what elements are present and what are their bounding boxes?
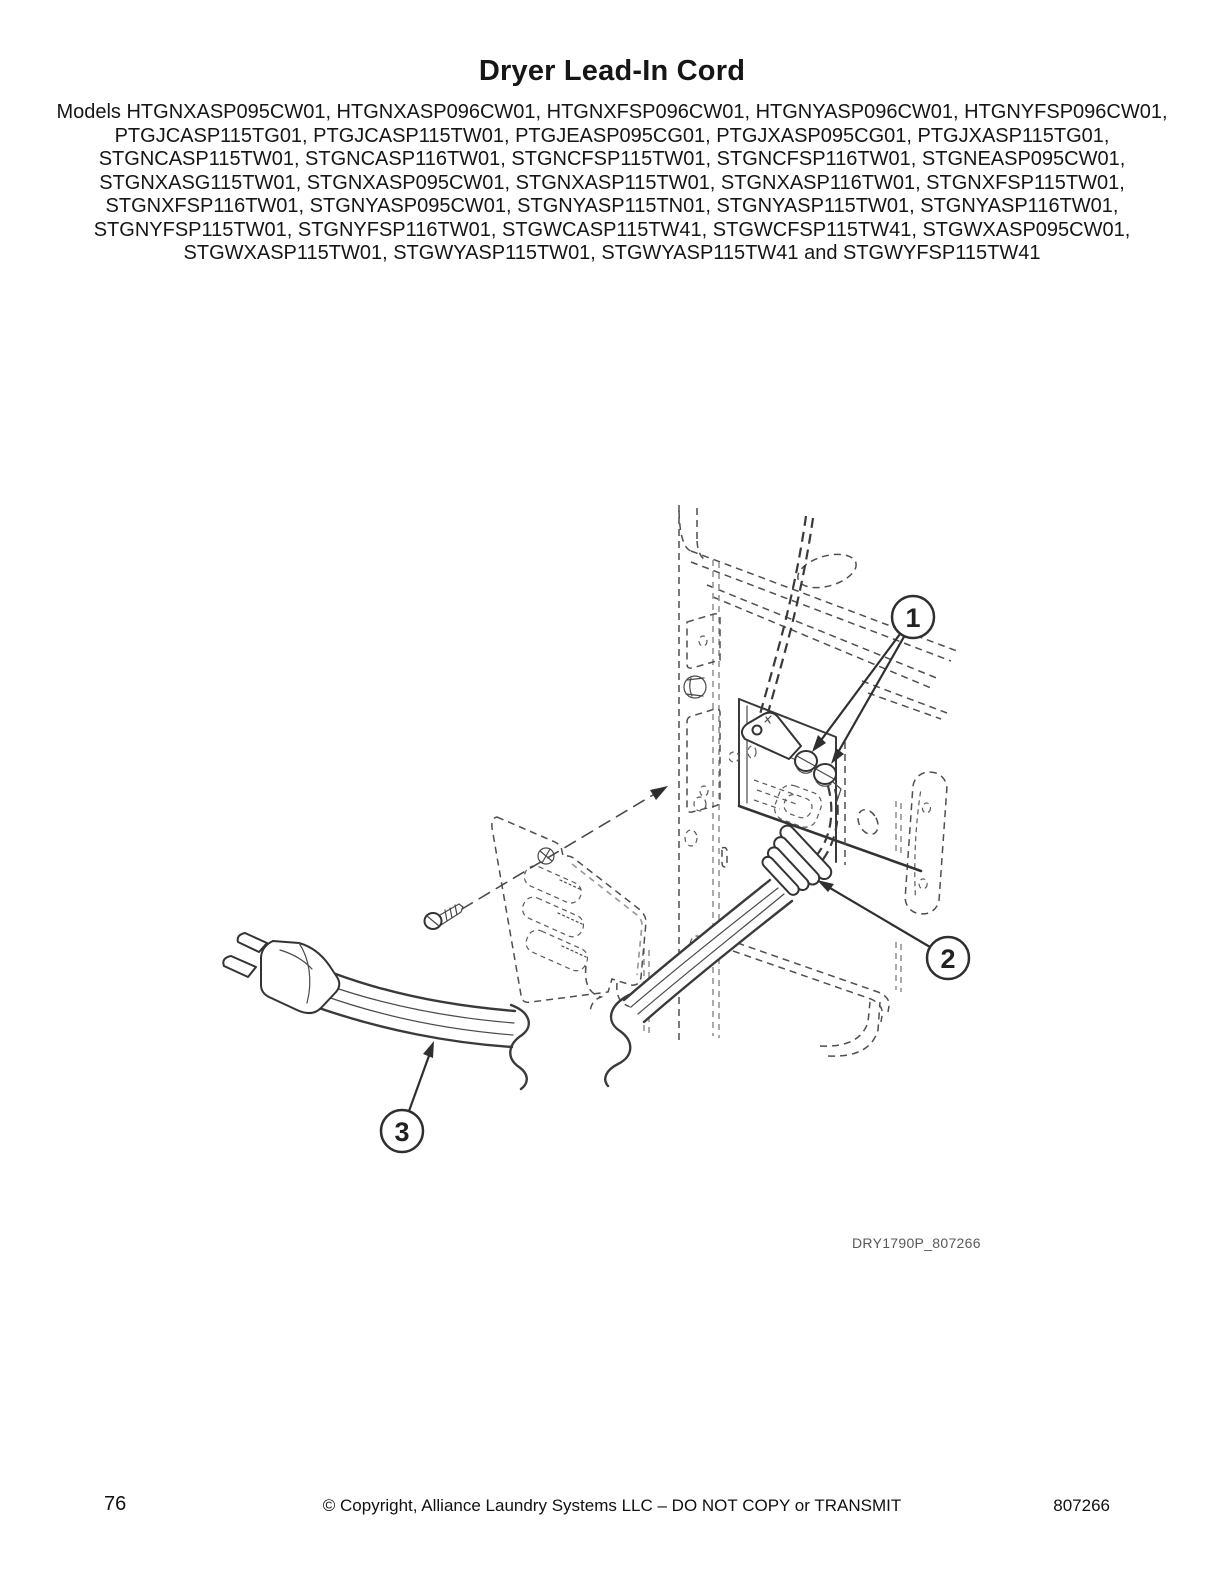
- page-title: Dryer Lead-In Cord: [478, 55, 746, 87]
- callout-1-number: 1: [905, 603, 921, 633]
- ground-screw: [795, 751, 817, 773]
- copyright-notice: © Copyright, Alliance Laundry Systems LLC – DO NOT COPY or TRANSMIT: [322, 1496, 902, 1515]
- model-list-line: STGNYFSP115TW01, STGNYFSP116TW01, STGWCASP115TW41, STGWCFSP115TW41, STGWXASP095CW01,: [93, 218, 1131, 241]
- model-list-line: STGNXASG115TW01, STGNXASP095CW01, STGNXASP115TW01, STGNXASP116TW01, STGNXFSP115TW01,: [99, 171, 1125, 194]
- callout-2: [817, 880, 969, 979]
- document-number: 807266: [1053, 1496, 1110, 1515]
- model-list-line: STGNXFSP116TW01, STGNYASP095CW01, STGNYASP115TN01, STGNYASP115TW01, STGNYASP116TW01,: [105, 195, 1119, 217]
- ground-wire: [757, 516, 838, 861]
- page-number: 76: [104, 1493, 127, 1515]
- callout-2-number: 2: [940, 944, 956, 974]
- model-list-line: STGNCASP115TW01, STGNCASP116TW01, STGNCFSP115TW01, STGNCFSP116TW01, STGNEASP095CW01,: [98, 148, 1126, 170]
- figure-id-label: DRY1790P_807266: [852, 1235, 981, 1251]
- model-list-line: PTGJCASP115TG01, PTGJCASP115TW01, PTGJEASP095CG01, PTGJXASP095CG01, PTGJXASP115TG01,: [114, 124, 1110, 147]
- assembly-dashed-arrow: [462, 786, 668, 909]
- callout-3: [381, 1041, 434, 1152]
- power-plug: [223, 933, 339, 1013]
- callout-3-number: 3: [394, 1117, 410, 1147]
- power-cord: [316, 880, 792, 1089]
- model-list-line: STGWXASP115TW01, STGWYASP115TW01, STGWYASP115TW41 and STGWYFSP115TW41: [183, 242, 1041, 264]
- ground-screw: [814, 764, 836, 786]
- callout-1: [812, 596, 934, 764]
- model-list-line: Models HTGNXASP095CW01, HTGNXASP096CW01, HTGNXFSP096CW01, HTGNYASP096CW01, HTGNYFSP096CW01,: [56, 101, 1168, 123]
- cover-plate-screw: [425, 904, 464, 929]
